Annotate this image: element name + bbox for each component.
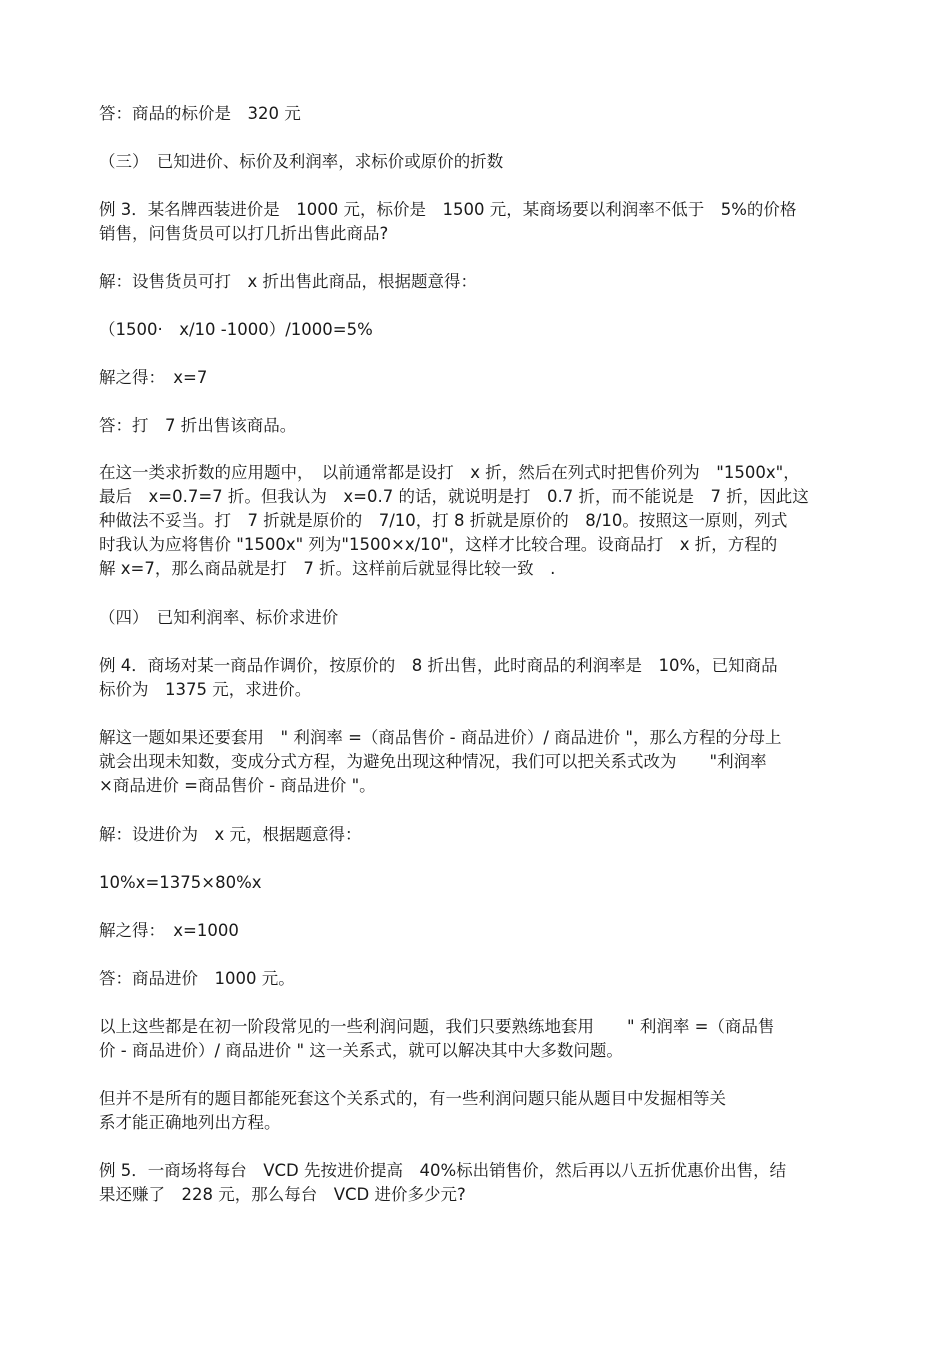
text-line: 果还赚了 228 元，那么每台 VCD 进价多少元?	[99, 1185, 466, 1204]
discount-discussion	[99, 461, 839, 581]
text-line: 时我认为应将售价 "1500x" 列为"1500×x/10"，这样才比较合理。设商品打 x 折，方程的	[99, 535, 778, 554]
text-line: （四） 已知利润率、标价求进价	[99, 608, 339, 627]
text-line: 答：打 7 折出售该商品。	[99, 416, 297, 435]
example-4-equation	[99, 871, 839, 895]
text-line: 价 - 商品进价）/ 商品进价 " 这一关系式，就可以解决其中大多数问题。	[99, 1041, 623, 1060]
text-line: 就会出现未知数，变成分式方程，为避免出现这种情况，我们可以把关系式改为 "利润率	[99, 752, 767, 771]
example-4-question	[99, 654, 839, 702]
text-line: 解：设进价为 x 元，根据题意得：	[99, 825, 362, 844]
text-line: 例 4．商场对某一商品作调价，按原价的 8 折出售，此时商品的利润率是 10%，已知商品	[99, 656, 778, 675]
text-line: 解 x=7，那么商品就是打 7 折。这样前后就显得比较一致 .	[99, 559, 556, 578]
text-line: ×商品进价 =商品售价 - 商品进价 "。	[99, 776, 376, 795]
example-3-setup	[99, 270, 839, 294]
text-line: 但并不是所有的题目都能死套这个关系式的，有一些利润问题只能从题目中发掘相等关	[99, 1089, 726, 1108]
text-line: 例 5．一商场将每台 VCD 先按进价提高 40%标出销售价，然后再以八五折优惠价出售，结	[99, 1161, 787, 1180]
example-5-question	[99, 1159, 839, 1207]
caveat-paragraph	[99, 1087, 839, 1135]
text-line: 系才能正确地列出方程。	[99, 1113, 281, 1132]
example-3-question	[99, 198, 839, 246]
text-line: 解之得： x=7	[99, 368, 208, 387]
text-line: 例 3．某名牌西装进价是 1000 元，标价是 1500 元，某商场要以利润率不低于 5%的价格	[99, 200, 797, 219]
text-line: 种做法不妥当。打 7 折就是原价的 7/10，打 8 折就是原价的 8/10。按照这一原则，列式	[99, 511, 788, 530]
text-line: 标价为 1375 元，求进价。	[99, 680, 312, 699]
example-4-setup	[99, 823, 839, 847]
text-line: （三） 已知进价、标价及利润率，求标价或原价的折数	[99, 152, 504, 171]
example-3-equation	[99, 318, 839, 342]
text-line: 销售，问售货员可以打几折出售此商品?	[99, 224, 389, 243]
example-3-answer	[99, 414, 839, 438]
answer-list-price	[99, 102, 839, 126]
example-4-discussion	[99, 726, 839, 798]
section-heading-4	[99, 606, 839, 630]
example-3-solution	[99, 366, 839, 390]
text-line: （1500· x/10 -1000）/1000=5%	[99, 320, 373, 339]
example-4-solution	[99, 919, 839, 943]
text-line: 答：商品的标价是 320 元	[99, 104, 301, 123]
text-line: 解之得： x=1000	[99, 921, 239, 940]
example-4-answer	[99, 967, 839, 991]
section-heading-3	[99, 150, 839, 174]
text-line: 以上这些都是在初一阶段常见的一些利润问题，我们只要熟练地套用 " 利润率 =（商品售	[99, 1017, 775, 1036]
text-line: 解这一题如果还要套用 " 利润率 =（商品售价 - 商品进价）/ 商品进价 "，那么方程的分母上	[99, 728, 782, 747]
text-line: 在这一类求折数的应用题中， 以前通常都是设打 x 折，然后在列式时把售价列为 "1500x"，	[99, 463, 800, 482]
text-line: 解：设售货员可打 x 折出售此商品，根据题意得：	[99, 272, 478, 291]
text-line: 最后 x=0.7=7 折。但我认为 x=0.7 的话，就说明是打 0.7 折，而不能说是 7 折，因此这	[99, 487, 809, 506]
summary-paragraph	[99, 1015, 839, 1063]
text-line: 10%x=1375×80%x	[99, 873, 262, 892]
text-line: 答：商品进价 1000 元。	[99, 969, 295, 988]
